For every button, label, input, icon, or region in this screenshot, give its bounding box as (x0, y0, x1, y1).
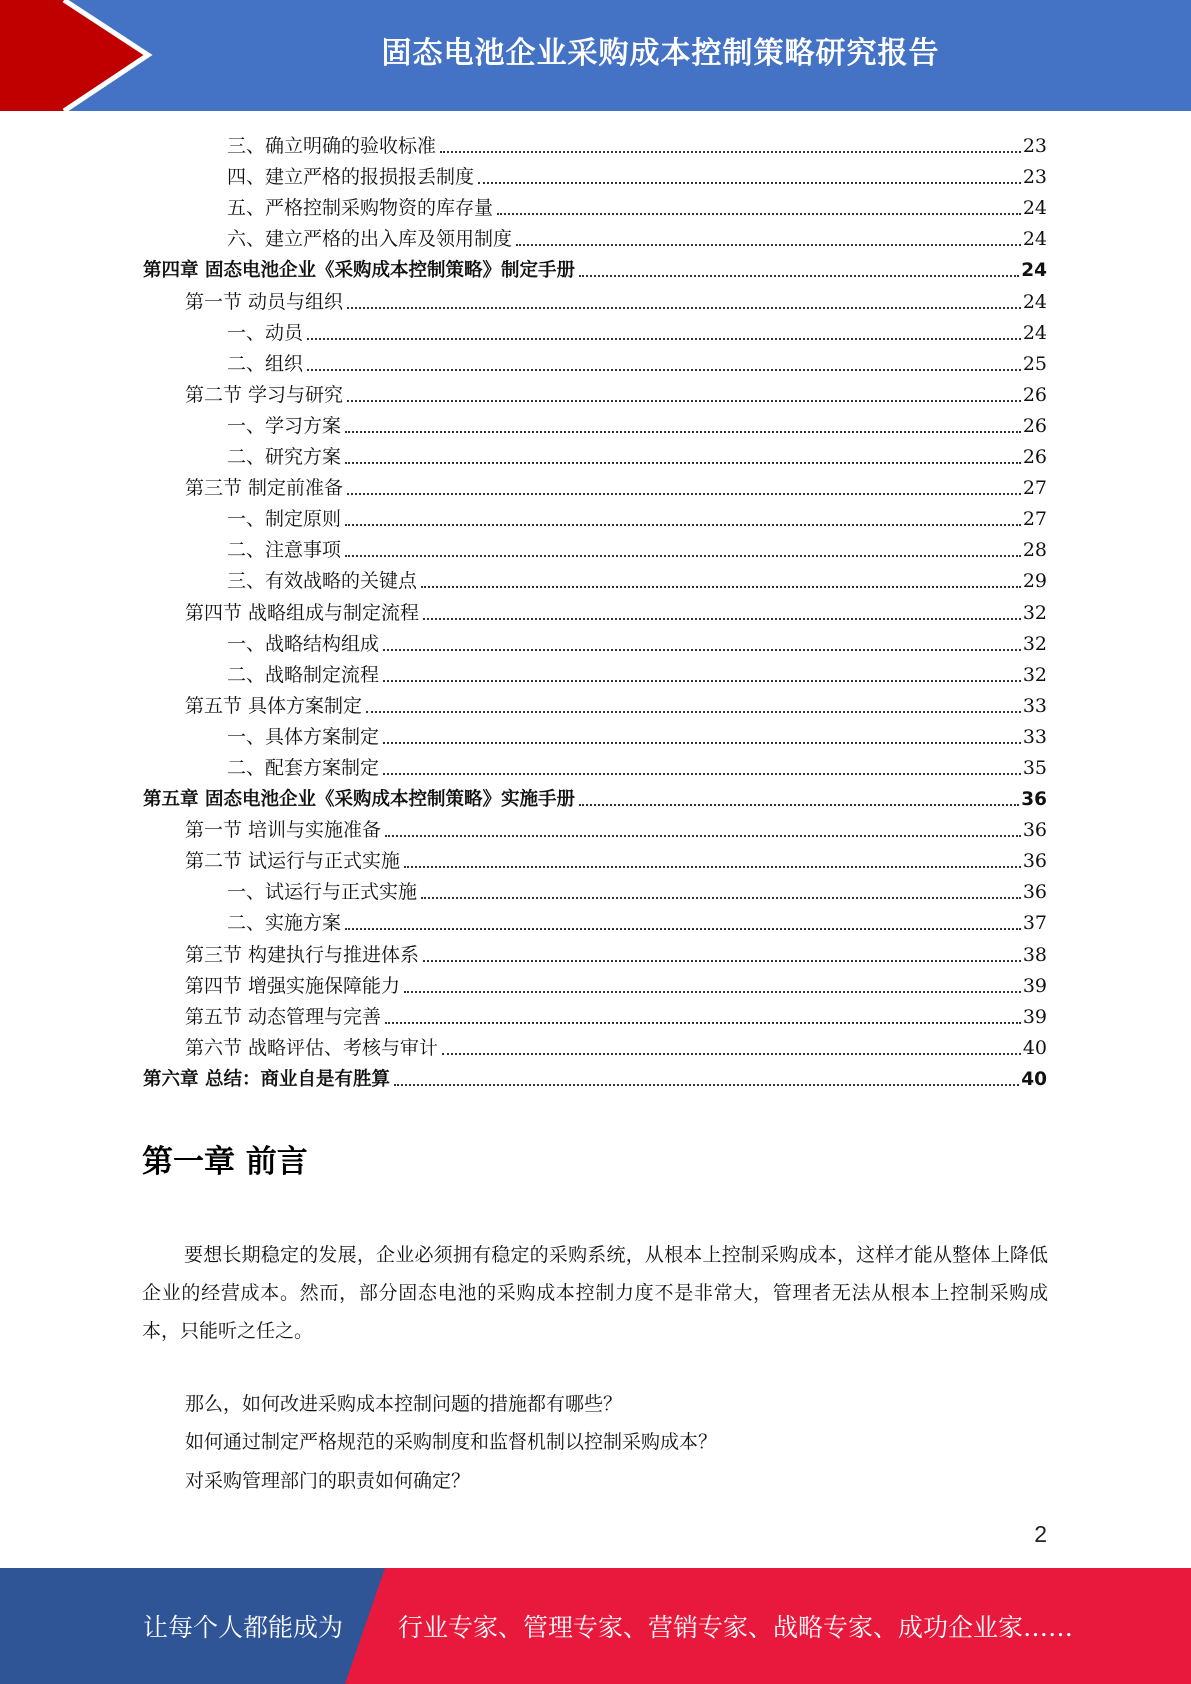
toc-entry[interactable] (143, 469, 1047, 500)
toc-entry-label: 第一节 培训与实施准备 (185, 819, 382, 842)
toc-leader-dots (383, 741, 1021, 744)
toc-entry[interactable] (143, 873, 1047, 904)
intro-paragraph: 要想长期稳定的发展，企业必须拥有稳定的采购系统，从根本上控制采购成本，这样才能从整体上降低企业的经营成本。然而，部分固态电池的采购成本控制力度不是非常大，管理者无法从根本上控制采购成本，只能听之任之。 (142, 1244, 1048, 1342)
toc-leader-dots (423, 959, 1021, 962)
toc-leader-dots (421, 896, 1021, 899)
toc-leader-dots (442, 1052, 1021, 1055)
toc-entry-page: 37 (1022, 912, 1047, 935)
toc-entry-label: 第六节 战略评估、考核与审计 (185, 1036, 439, 1059)
question-line: 那么，如何改进采购成本控制问题的措施都有哪些？ (185, 1393, 623, 1415)
toc-leader-dots (347, 306, 1021, 309)
toc-entry-label: 第二节 学习与研究 (185, 383, 344, 406)
chevron-arrow-icon (0, 0, 160, 111)
toc-entry-label: 第四章 固态电池企业《采购成本控制策略》制定手册 (143, 260, 575, 282)
toc-entry-page: 23 (1022, 135, 1047, 158)
toc-entry-page: 24 (1021, 260, 1047, 282)
toc-entry[interactable] (143, 625, 1047, 656)
footer-slogan-right: 行业专家、管理专家、营销专家、战略专家、成功企业家…… (398, 1613, 1074, 1642)
toc-entry-page: 39 (1022, 974, 1047, 997)
toc-entry-page: 40 (1021, 1068, 1047, 1090)
toc-entry-label: 一、制定原则 (227, 508, 342, 531)
toc-entry-label: 二、配套方案制定 (227, 756, 380, 779)
toc-entry-page: 26 (1022, 414, 1047, 437)
toc-leader-dots (345, 461, 1021, 464)
toc-entry-page: 27 (1022, 477, 1047, 500)
toc-leader-dots (516, 243, 1021, 246)
toc-entry-label: 第四节 增强实施保障能力 (185, 974, 401, 997)
report-title: 固态电池企业采购成本控制策略研究报告 (381, 36, 940, 71)
toc-entry-page: 35 (1022, 756, 1047, 779)
toc-entry[interactable] (143, 531, 1047, 562)
toc-entry[interactable] (143, 314, 1047, 345)
toc-entry-page: 24 (1022, 321, 1047, 344)
toc-entry[interactable] (143, 376, 1047, 407)
toc-entry[interactable] (143, 749, 1047, 780)
toc-entry[interactable] (143, 189, 1047, 220)
toc-entry[interactable] (143, 500, 1047, 531)
toc-leader-dots (345, 927, 1021, 930)
toc-leader-dots (385, 1021, 1021, 1024)
toc-leader-dots (383, 648, 1021, 651)
toc-entry[interactable] (143, 1029, 1047, 1060)
toc-leader-dots (423, 617, 1021, 620)
toc-entry[interactable] (143, 407, 1047, 438)
toc-leader-dots (366, 710, 1021, 713)
toc-entry-page: 23 (1022, 166, 1047, 189)
table-of-contents (143, 127, 1047, 1091)
toc-entry-label: 二、研究方案 (227, 446, 342, 469)
toc-entry-label: 二、组织 (227, 352, 304, 375)
toc-entry-page: 32 (1022, 663, 1047, 686)
toc-entry-label: 第五节 动态管理与完善 (185, 1005, 382, 1028)
toc-leader-dots (345, 523, 1021, 526)
toc-leader-dots (307, 337, 1021, 340)
toc-entry-page: 33 (1022, 694, 1047, 717)
toc-entry-page: 24 (1022, 197, 1047, 220)
toc-entry[interactable] (143, 656, 1047, 687)
toc-entry-label: 四、建立严格的报损报丢制度 (227, 166, 475, 189)
toc-entry-label: 第六章 总结：商业自是有胜算 (143, 1068, 390, 1090)
question-line: 对采购管理部门的职责如何确定？ (185, 1470, 471, 1492)
toc-entry-label: 三、确立明确的验收标准 (227, 135, 437, 158)
toc-entry-label: 五、严格控制采购物资的库存量 (227, 197, 494, 220)
toc-entry-label: 一、具体方案制定 (227, 725, 380, 748)
toc-entry-page: 38 (1022, 943, 1047, 966)
toc-entry-page: 29 (1022, 570, 1047, 593)
toc-entry-label: 第四节 战略组成与制定流程 (185, 601, 420, 624)
toc-entry[interactable] (143, 220, 1047, 251)
toc-entry-page: 24 (1022, 290, 1047, 313)
toc-entry[interactable] (143, 935, 1047, 966)
toc-entry-page: 28 (1022, 539, 1047, 562)
toc-leader-dots (347, 492, 1021, 495)
toc-entry[interactable] (143, 438, 1047, 469)
toc-entry-label: 第五节 具体方案制定 (185, 694, 363, 717)
toc-leader-dots (394, 1083, 1019, 1086)
toc-entry[interactable] (143, 780, 1047, 811)
toc-entry-label: 第五章 固态电池企业《采购成本控制策略》实施手册 (143, 789, 575, 811)
toc-entry-label: 第一节 动员与组织 (185, 290, 344, 313)
toc-entry-page: 26 (1022, 446, 1047, 469)
toc-entry[interactable] (143, 687, 1047, 718)
toc-entry-label: 二、实施方案 (227, 912, 342, 935)
toc-entry-page: 32 (1022, 601, 1047, 624)
toc-entry[interactable] (143, 842, 1047, 873)
toc-leader-dots (383, 679, 1021, 682)
toc-entry-label: 二、注意事项 (227, 539, 342, 562)
toc-leader-dots (345, 554, 1021, 557)
page-footer (0, 1568, 1191, 1684)
toc-entry-label: 第二节 试运行与正式实施 (185, 850, 401, 873)
toc-entry-label: 一、战略结构组成 (227, 632, 380, 655)
toc-entry[interactable] (143, 967, 1047, 998)
toc-entry[interactable] (143, 127, 1047, 158)
toc-leader-dots (440, 150, 1021, 153)
question-line: 如何通过制定严格规范的采购制度和监督机制以控制采购成本？ (185, 1431, 718, 1453)
toc-entry[interactable] (143, 811, 1047, 842)
toc-entry-label: 三、有效战略的关键点 (227, 570, 418, 593)
toc-entry-page: 25 (1022, 352, 1047, 375)
toc-leader-dots (345, 430, 1021, 433)
page-header (0, 0, 1191, 111)
toc-leader-dots (478, 181, 1021, 184)
toc-entry-label: 第三节 制定前准备 (185, 477, 344, 500)
toc-leader-dots (579, 274, 1019, 277)
toc-entry[interactable] (143, 251, 1047, 282)
toc-entry-page: 27 (1022, 508, 1047, 531)
toc-entry[interactable] (143, 282, 1047, 313)
toc-entry[interactable] (143, 998, 1047, 1029)
toc-entry-page: 36 (1022, 850, 1047, 873)
toc-entry-label: 一、学习方案 (227, 414, 342, 437)
toc-leader-dots (421, 585, 1021, 588)
toc-entry[interactable] (143, 345, 1047, 376)
toc-entry-page: 24 (1022, 228, 1047, 251)
toc-leader-dots (579, 803, 1019, 806)
toc-leader-dots (404, 865, 1021, 868)
page-number: 2 (1034, 1521, 1047, 1547)
toc-entry-label: 一、动员 (227, 321, 304, 344)
chapter-heading: 第一章 前言 (142, 1144, 308, 1180)
toc-entry[interactable] (143, 904, 1047, 935)
toc-entry[interactable] (143, 158, 1047, 189)
toc-entry-label: 六、建立严格的出入库及领用制度 (227, 228, 513, 251)
toc-leader-dots (404, 990, 1021, 993)
toc-entry[interactable] (143, 1060, 1047, 1091)
toc-entry-label: 一、试运行与正式实施 (227, 881, 418, 904)
toc-leader-dots (385, 834, 1021, 837)
toc-entry-page: 26 (1022, 383, 1047, 406)
toc-leader-dots (307, 368, 1021, 371)
toc-entry-page: 40 (1022, 1036, 1047, 1059)
toc-entry[interactable] (143, 593, 1047, 624)
footer-slogan-left: 让每个人都能成为 (143, 1613, 344, 1642)
toc-entry-page: 36 (1022, 881, 1047, 904)
toc-entry-label: 第三节 构建执行与推进体系 (185, 943, 420, 966)
toc-entry[interactable] (143, 718, 1047, 749)
toc-entry-page: 33 (1022, 725, 1047, 748)
toc-leader-dots (347, 399, 1021, 402)
toc-entry-page: 32 (1022, 632, 1047, 655)
toc-entry[interactable] (143, 562, 1047, 593)
toc-leader-dots (497, 212, 1021, 215)
toc-entry-page: 36 (1021, 789, 1047, 811)
toc-entry-page: 39 (1022, 1005, 1047, 1028)
toc-entry-page: 36 (1022, 819, 1047, 842)
toc-leader-dots (383, 772, 1021, 775)
toc-entry-label: 二、战略制定流程 (227, 663, 380, 686)
